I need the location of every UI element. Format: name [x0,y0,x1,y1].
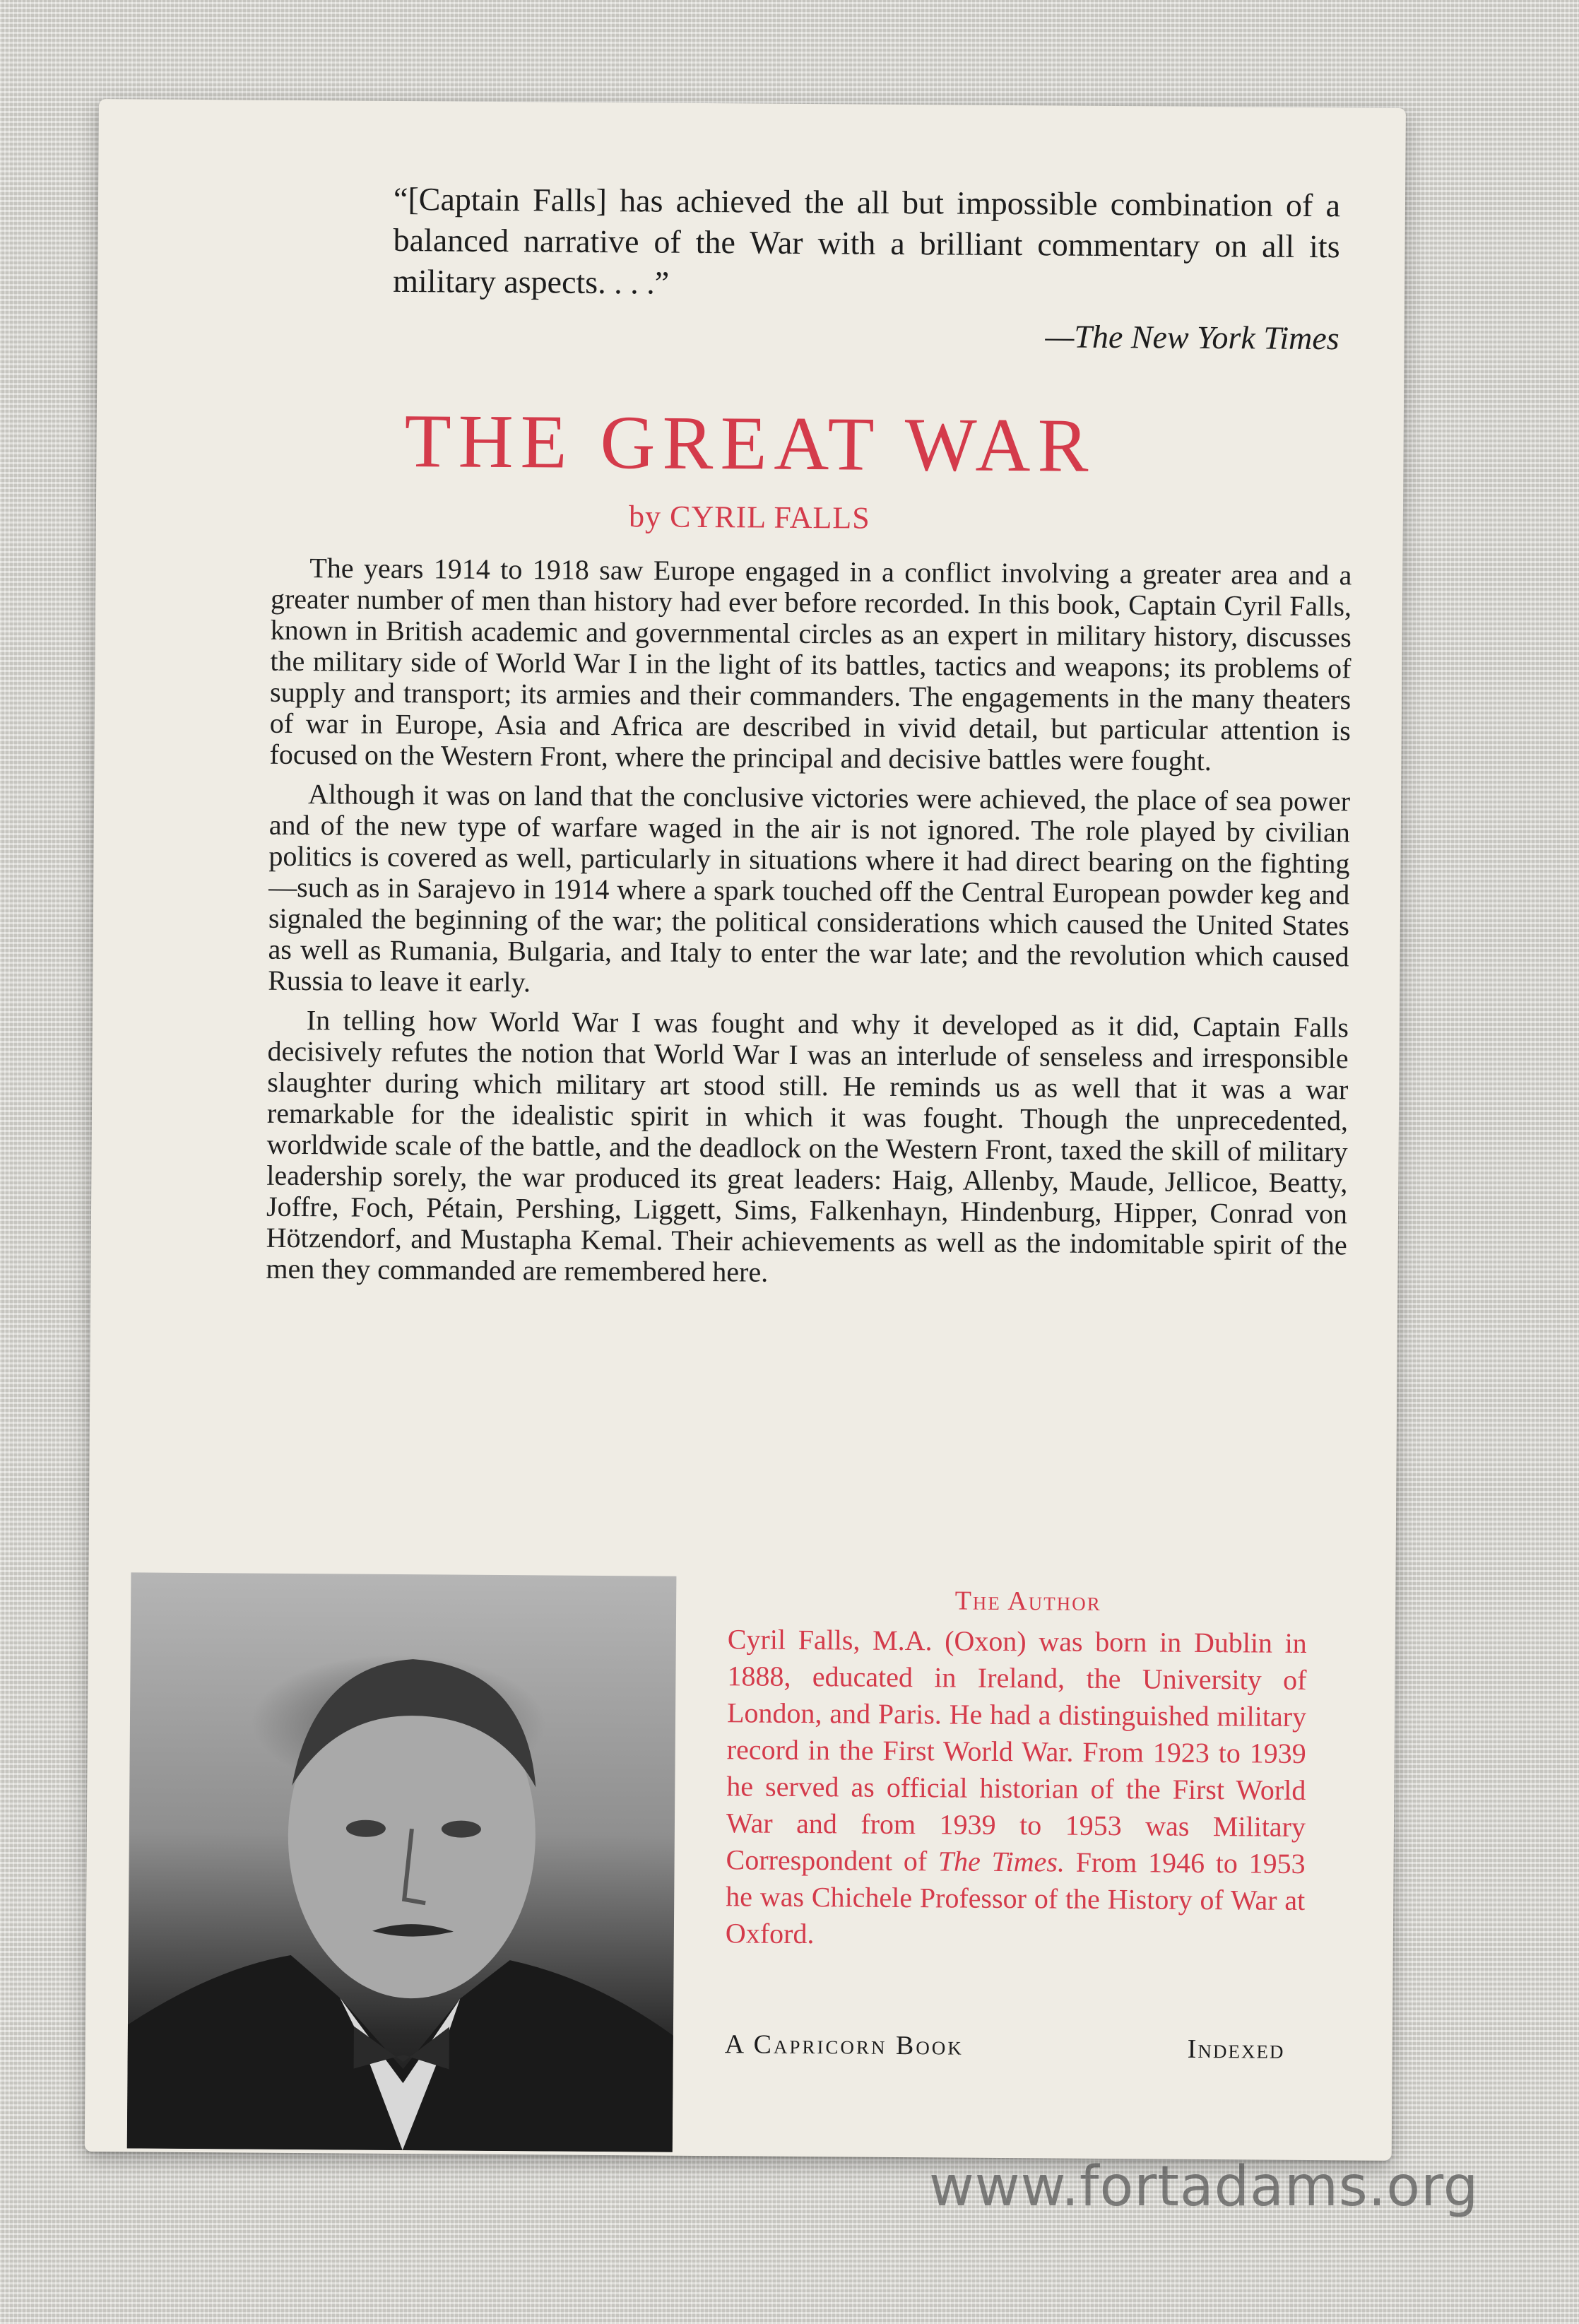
description-paragraph-1: The years 1914 to 1918 saw Europe engaged in a conflict involving a greater area and a greater number of men than history had ever before recorded. In this book, Captain Cyril Falls, known in British academic and governmental circles as an expert in military history, discusses the military side of World War I in the light of its battles, tactics and weapons; its problems of supply and transport; its armies and their commanders. The engagements in the many theaters of war in Europe, Asia and Africa are described in vivid detail, but particular attention is focused on the Western Front, where the principal and decisive battles were fought. [269,552,1352,777]
description-paragraph-2: Although it was on land that the conclusive victories were achieved, the place of sea power and of the new type of warfare waged in the air is not ignored. The role played by civilian politics is covered as well, particularly in situations where it had direct bearing on the fighting—such as in Sarajevo in 1914 where a spark touched off the Central European powder keg and signaled the beginning of the war; the political considerations which caused the United States as well as Rumania, Bulgaria, and Italy to enter the war late; and the revolution which caused Russia to leave it early. [268,778,1351,998]
author-heading: The Author [954,1586,1101,1617]
review-quote-source: —The New York Times [1045,318,1340,357]
book-title: THE GREAT WAR [404,399,1096,488]
review-quote: “[Captain Falls] has achieved the all but impossible combination of a balanced narrative of the War with a brilliant commentary on all its military aspects. . . .” [393,180,1341,301]
author-bio-italic-title: The Times. [938,1845,1065,1878]
author-biography [726,1621,1307,1956]
author-bio-part-1: Cyril Falls, M.A. (Oxon) was born in Dublin in 1888, educated in Ireland, the University of London, and Paris. He had a distinguished military record in the First World War. From 1923 to 1939 he served as official historian of the First World War and from 1939 to 1953 was Military Correspondent of [726,1623,1307,1877]
book-description [266,553,1352,1301]
author-bio-part-2: From 1946 to 1953 he was Chichele Professor of the History of War at Oxford. [725,1846,1306,1950]
description-paragraph-3: In telling how World War I was fought and why it developed as it did, Captain Falls decisively refutes the notion that World War I was an interlude of senseless and irresponsible slaughter during which military art stood still. He reminds us as well that it was a war remarkable for the idealistic spirit in which it was fought. Though the unprecedented, worldwide scale of the battle, and the deadlock on the Western Front, taxed the skill of military leadership sorely, the war produced its great leaders: Haig, Allenby, Maude, Jellicoe, Beatty, Joffre, Foch, Pétain, Pershing, Liggett, Sims, Falkenhayn, Hindenburg, Hipper, Conrad von Hötzendorf, and Mustapha Kemal. Their achievements as well as the indomitable spirit of the men they commanded are remembered here. [266,1004,1349,1288]
website-watermark: www.fortadams.org [929,2155,1479,2219]
book-byline: by CYRIL FALLS [628,499,870,536]
portrait-silhouette [127,1572,677,2152]
book-back-cover [85,99,1406,2161]
publisher-imprint: A Capricorn Book [724,2029,964,2061]
author-portrait-photo [127,1572,677,2152]
indexed-label: Indexed [1187,2034,1285,2065]
